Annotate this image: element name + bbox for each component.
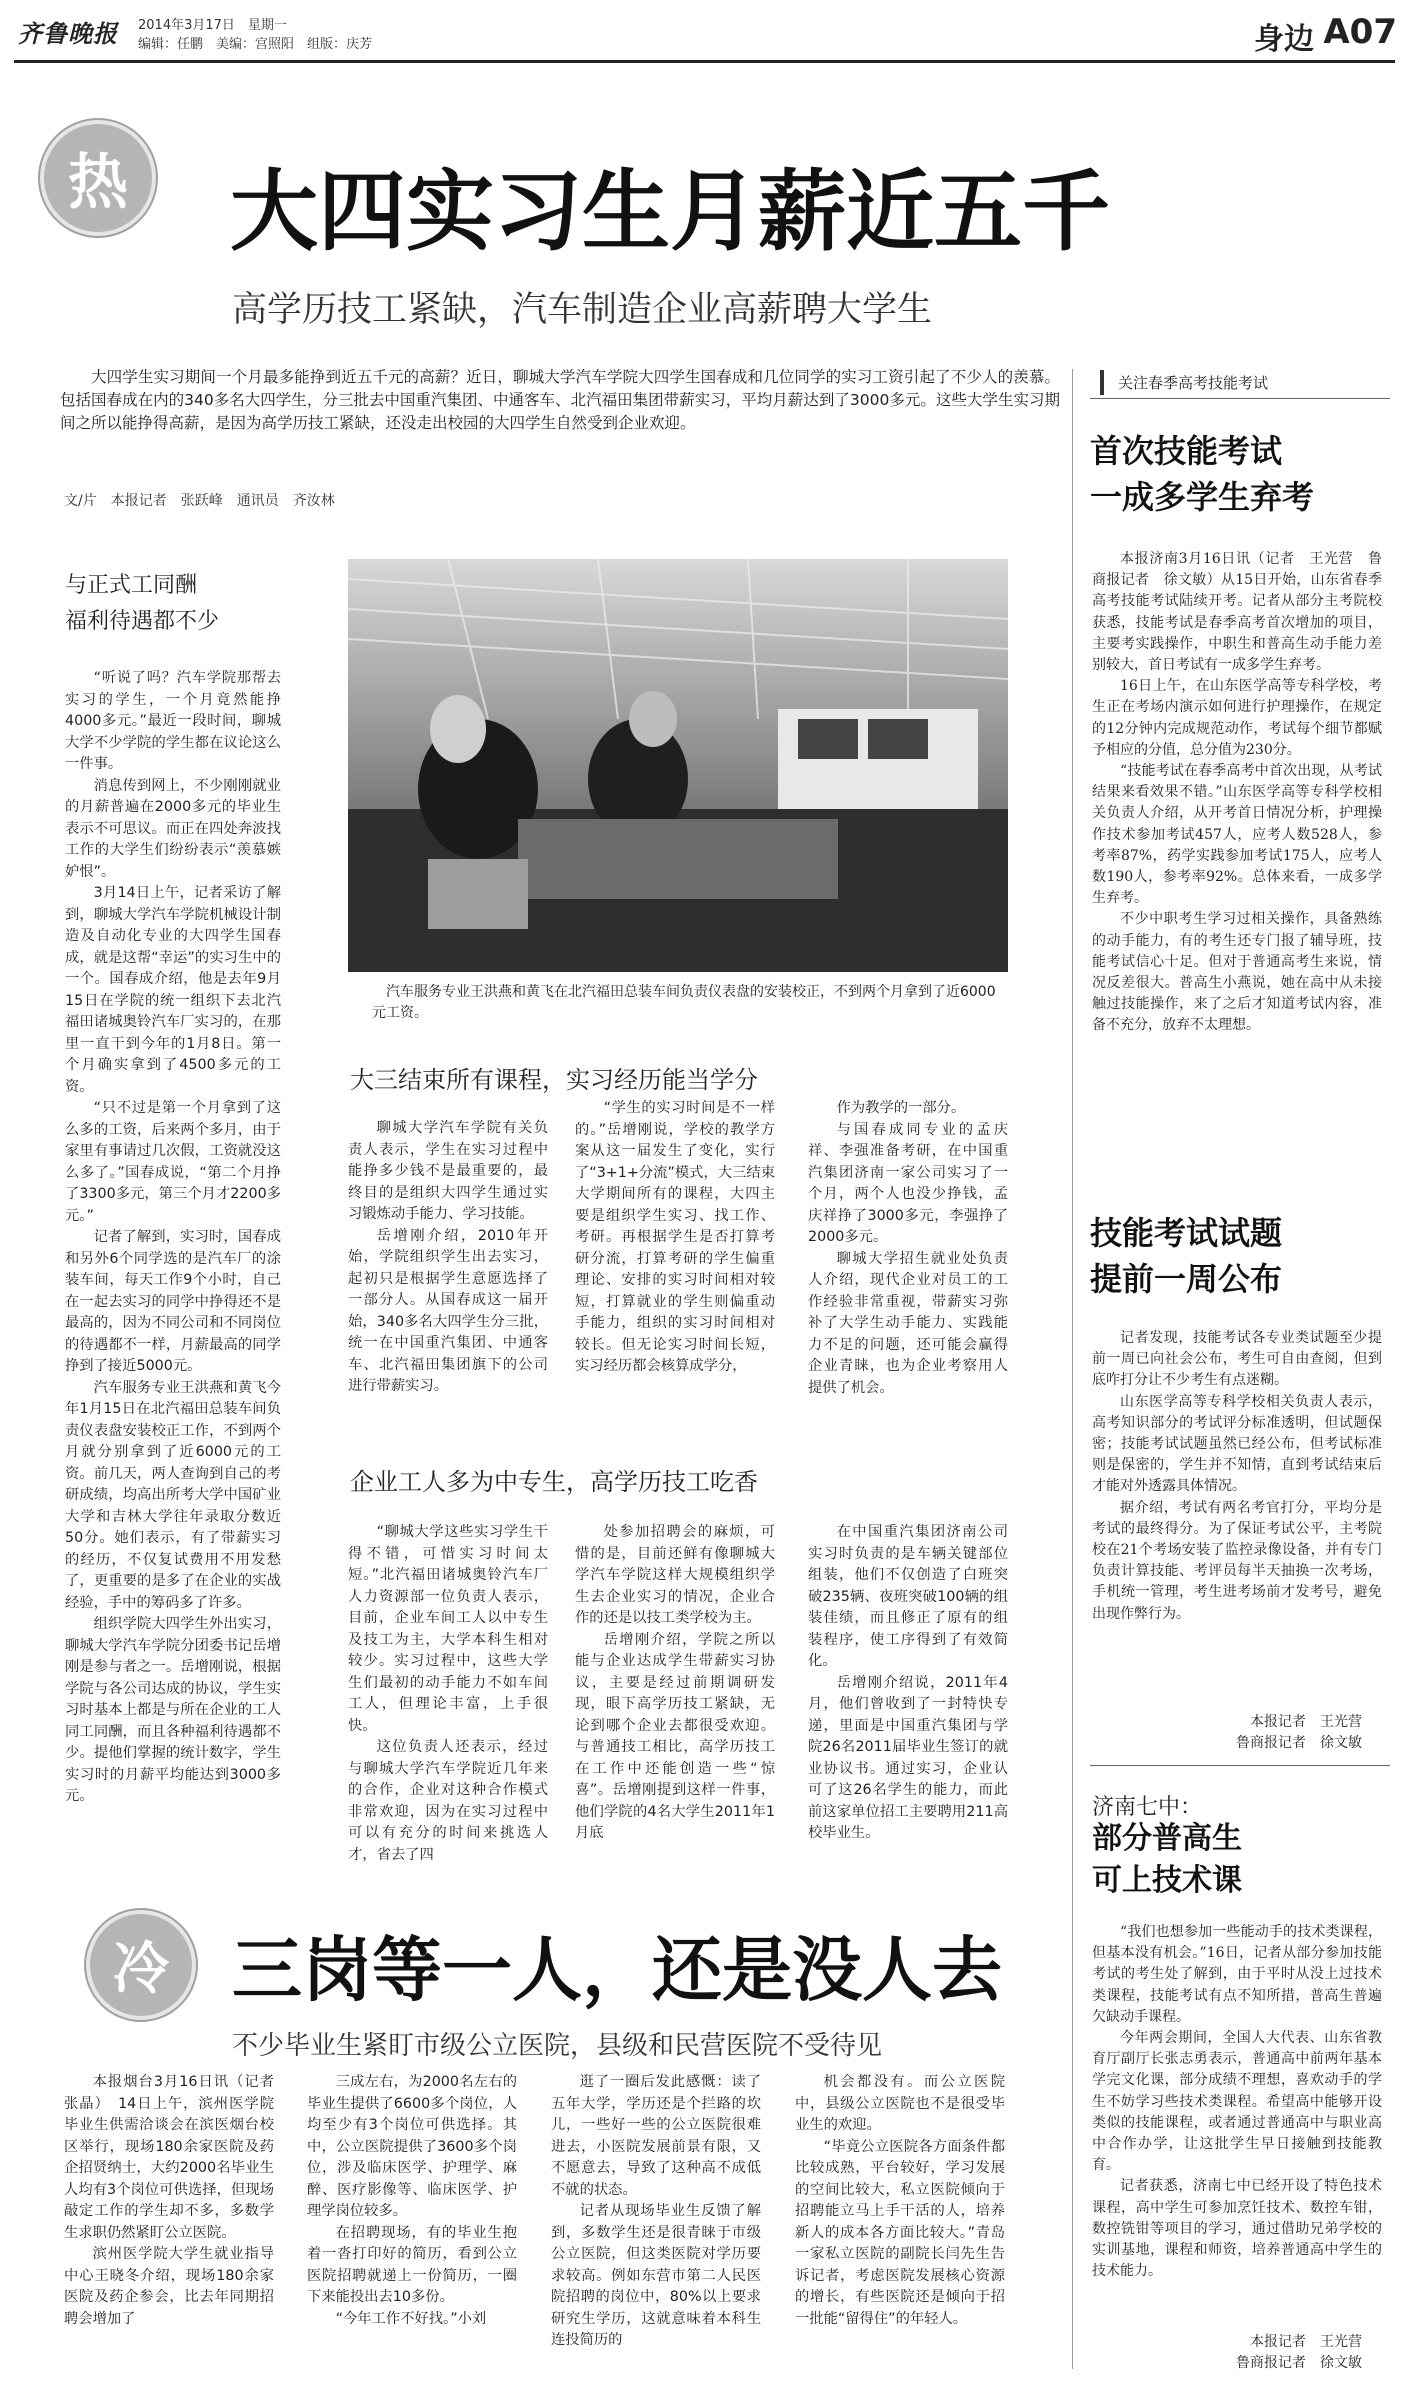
paragraph: 消息传到网上，不少刚刚就业的月薪普遍在2000多元的毕业生表示不可思议。而正在四处奔波找工作的大学生们纷纷表示“羡慕嫉妒恨”。 [65,777,281,880]
side-subhead [65,568,219,640]
mid-subhead-1: 大三结束所有课程，实习经历能当学分 [350,1066,758,1094]
paragraph: “聊城大学这些实习学生干得不错，可惜实习时间太短。”北汽福田诸城奥铃汽车厂人力资源部一位负责人表示，目前，企业车间工人以中专生及技工为主，大学本科生相对较少。实习过程中，这些大学生们最初的动手能力不如车间工人，但理论丰富，上手很快。 [348,1524,548,1734]
paragraph: “今年工作不好找。”小刘 [335,2310,487,2327]
paragraph: 岳增刚介绍，2010年开始，学院组织学生出去实习，起初只是根据学生意愿选择了一部分人。从国春成这一届开始，340多名大四学生分三批，统一在中国重汽集团、中通客车、北汽福田集团旗下的公司进行带薪实习。 [348,1227,548,1394]
sidebar-headline-3 [1092,1818,1242,1902]
credit-line-4: 鲁商报记者 徐文敏 [1236,2355,1362,2371]
sidebar-headline-3-line2: 可上技术课 [1092,1863,1242,1898]
sidebar-headline-1-line2: 一成多学生弃考 [1090,478,1315,516]
header-rule [14,60,1395,63]
paragraph: 记者获悉，济南七中已经开设了特色技术课程，高中学生可参加烹饪技术、数控车钳，数控铣钳等项目的学习，通过借助兄弟学校的实训基地，课程和师资，培养普通高中学生的技术能力。 [1092,2178,1382,2280]
paragraph: “听说了吗？汽车学院那帮去实习的学生，一个月竟然能挣4000多元。”最近一段时间，聊城大学不少学院的学生都在议论这么一件事。 [65,670,281,772]
sidebar-headline-2-line2: 提前一周公布 [1090,1260,1283,1298]
mid1-col-2 [575,1098,775,1420]
paragraph: 处参加招聘会的麻烦，可惜的是，目前还鲜有像聊城大学汽车学院这样大规模组织学生去企业实习的情况，企业合作的还是以技工类学校为主。 [575,1524,775,1626]
paragraph: 滨州医学院大学生就业指导中心王晓冬介绍，现场180余家医院及药企参会，比去年同期招聘会增加了 [64,2246,274,2327]
paragraph: “毕竟公立医院各方面条件都比较成熟，平台较好，学习发展的空间比较大，私立医院倾向于招聘能立马上手干活的人，培养新人的成本各方面比较大。”青岛一家私立医院的副院长闫先生告诉记者，考虑医院发展核心资源的增长，有些医院还是倾向于招一批能“留得住”的年轻人。 [795,2138,1005,2327]
mid2-col-2 [575,1522,775,1898]
paragraph: 本报济南3月16日讯（记者 王光营 鲁商报记者 徐文敏）从15日开始，山东省春季高考技能考试陆续开考。记者从部分主考院校获悉，技能考试是春季高考首次增加的项目，主要考实践操作，中职生和普高生动手能力差别较大，首日考试有一成多学生弃考。 [1092,551,1382,674]
paragraph: 不少中职考生学习过相关操作，具备熟练的动手能力，有的考生还专门报了辅导班，技能考试信心十足。但对于普通高考生来说，情况反差很大。普高生小燕说，她在高中从未接触过技能操作，来了之后才知道考试内容，准备不充分，放弃不太理想。 [1092,911,1382,1034]
paragraph: 16日上午，在山东医学高等专科学校，考生正在考场内演示如何进行护理操作，在规定的12分钟内完成规范动作，考试每个细节都赋予相应的分值，总分值为230分。 [1092,678,1382,758]
byline: 文/片 本报记者 张跃峰 通讯员 齐汝林 [64,493,335,509]
credit-line-2: 鲁商报记者 徐文敏 [1236,1735,1362,1751]
paragraph: 三成左右，为2000名左右的毕业生提供了6600多个岗位，人均至少有3个岗位可供选择。其中，公立医院提供了3600多个岗位，涉及临床医学、护理学、麻醉、医疗影像等、临床医学、护理学岗位较多。 [307,2074,517,2219]
page-number: A07 [1323,12,1397,52]
credit-line-1: 本报记者 王光营 [1250,1714,1362,1730]
sidebar-headline-1-line1: 首次技能考试 [1090,432,1283,470]
paragraph: 岳增刚介绍说，2011年4月，他们曾收到了一封特快专递，里面是中国重汽集团与学院26名2011届毕业生签订的就业协议书。通过实习，企业认可了这26名学生的能力，而此前这家单位招工主要聘用211高校毕业生。 [808,1674,1008,1841]
hot-badge: 热 [40,120,156,236]
sidebar-headline-1 [1090,428,1314,520]
credit-line-3: 本报记者 王光营 [1250,2334,1362,2350]
sidebar-story-3-text [1092,1922,1382,2332]
sidebar-story-3-credit [1092,2332,1382,2374]
sidebar-headline-3-line1: 部分普高生 [1092,1821,1242,1856]
paragraph: 记者发现，技能考试各专业类试题至少提前一周已向社会公布，考生可自由查阅，但到底咋打分让不少考生有点迷糊。 [1092,1330,1382,1389]
paragraph: 在招聘现场，有的毕业生抱着一沓打印好的简历，看到公立医院招聘就递上一份简历，一圈下来能投出去10多份。 [307,2224,517,2305]
sidebar-story-2-text [1092,1328,1382,1710]
sidebar-story-2-credit [1092,1712,1382,1754]
paragraph: 岳增刚介绍，学院之所以能与企业达成学生带薪实习协议，主要是经过前期调研发现，眼下高学历技工紧缺，无论到哪个企业去都很受欢迎。与普通技工相比，高学历技工在工作中还能创造一些“惊喜”。岳增刚提到这样一件事，他们学院的4名大学生2011年1月底 [575,1631,775,1841]
sidebar-topic-tag: 关注春季高考技能考试 [1100,370,1282,395]
tag-rule [1090,398,1390,399]
lead-paragraph: 大四学生实习期间一个月最多能挣到近五千元的高薪？近日，聊城大学汽车学院大四学生国春成和几位同学的实习工资引起了不少人的羡慕。包括国春成在内的340多名大四学生，分三批去中国重汽集团、中通客车、北汽福田集团带薪实习，平均月薪达到了3000多元。这些大学生实习期间之所以能挣得高薪，是因为高学历技工紧缺，还没走出校园的大四学生自然受到企业欢迎。 [60,368,1060,432]
paragraph: 据介绍，考试有两名考官打分，平均分是考试的最终得分。为了保证考试公平，主考院校在21个考场安装了监控录像设备，并有专门负责计算技能、考评员每半天抽换一次考场，手机统一管理，考生进考场前才发考号，避免出现作弊行为。 [1092,1499,1382,1622]
section-name: 身边 [1254,22,1314,57]
issue-date: 2014年3月17日 星期一 [138,18,287,33]
paragraph: “只不过是第一个月拿到了这么多的工资，后来两个多月，由于家里有事请过几次假，工资就没这么多了。”国春成说，“第二个月挣了3300多元，第三个月才2200多元。” [65,1100,281,1224]
paragraph: 聊城大学招生就业处负责人介绍，现代企业对员工的工作经验非常重视，带薪实习弥补了大学生动手能力、实践能力不足的问题，还可能会赢得企业青睐，也为企业考察用人提供了机会。 [808,1250,1008,1396]
main-headline: 大四实习生月薪近五千 [230,160,1111,263]
mid2-col-3 [808,1522,1008,1898]
paragraph: 记者从现场毕业生反馈了解到，多数学生还是很青睐于市级公立医院，但这类医院对学历要求较高。例如东营市第二人民医院招聘的岗位中，80%以上要求研究生学历，这就意味着本科生连投简历的 [551,2203,761,2348]
photo-caption: 汽车服务专业王洪燕和黄飞在北汽福田总装车间负责仪表盘的安装校正，不到两个月拿到了近6000元工资。 [372,984,996,1021]
paragraph: 3月14日上午，记者采访了解到，聊城大学汽车学院机械设计制造及自动化专业的大四学生国春成，就是这帮“幸运”的实习生中的一个。国春成介绍，他是去年9月15日在学院的统一组织下去北汽福田诸城奥铃汽车厂实习的，在那里一直干到今年的1月8日。第一个月确实拿到了4500多元的工资。 [65,885,281,1095]
cold-col-2 [307,2072,517,2372]
main-subhead: 高学历技工紧缺，汽车制造企业高薪聘大学生 [232,290,933,330]
sidebar-headline-2 [1090,1210,1282,1302]
mid-subhead-2: 企业工人多为中专生，高学历技工吃香 [350,1468,758,1496]
sidebar-story-3-label: 济南七中： [1092,1795,1203,1820]
paragraph: “技能考试在春季高考中首次出现，从考试结果来看效果不错。”山东医学高等专科学校相关负责人介绍，从开考首日情况分析，护理操作技术参加考试457人，应考人数528人，参考率87%，药学实践参加考试175人，应考人数190人，参考率92%。总体来看，一成多学生弃考。 [1092,763,1382,907]
mid2-col-1 [348,1522,548,1898]
mid1-col-3 [808,1098,1008,1420]
masthead-logo: 齐鲁晚报 [18,19,118,48]
cold-col-4 [795,2072,1005,2372]
mid1-col-1 [348,1118,548,1420]
sidebar-story-1-text [1092,549,1382,1121]
sidebar-headline-2-line1: 技能考试试题 [1090,1214,1283,1252]
paragraph: 在中国重汽集团济南公司实习时负责的是车辆关键部位组装，他们不仅创造了白班突破235辆、夜班突破100辆的组装佳绩，而且修正了原有的组装程序，使工序得到了有效简化。 [808,1524,1008,1669]
cold-badge: 冷 [86,1910,196,2020]
paragraph: 机会都没有。而公立医院中，县级公立医院也不是很受毕业生的欢迎。 [795,2074,1005,2133]
paragraph: 作为教学的一部分。 [836,1100,966,1116]
factory-photo-illustration [348,559,1008,972]
factory-photo [348,559,1008,972]
paragraph: “我们也想参加一些能动手的技术类课程，但基本没有机会。”16日，记者从部分参加技能考试的考生处了解到，由于平时从没上过技术类课程，技能考试有点不知所措，普高生普遍欠缺动手课程。 [1092,1924,1382,2025]
sidebar-divider [1072,369,1073,2369]
cold-col-3 [551,2072,761,2372]
cold-col-1 [64,2072,289,2372]
editor-credits: 编辑：任鹏 美编：宫照阳 组版：庆芳 [138,37,373,52]
left-column-text [65,668,281,1890]
paragraph: 山东医学高等专科学校相关负责人表示，高考知识部分的考试评分标准透明，但试题保密；技能考试试题虽然已经公布，但考试标准则是保密的，学生并不知情，直到考试结束后才能对外透露具体情况。 [1092,1393,1382,1495]
side-subhead-line1: 与正式工同酬 [65,573,198,598]
paragraph: 本报烟台3月16日讯（记者 张晶） 14日上午，滨州医学院毕业生供需洽谈会在滨医烟台校区举行，现场180余家医院及药企招贤纳士，大约2000名毕业生人均有3个岗位可供选择，但现场敲定工作的学生却不多，多数学生求职仍然紧盯公立医院。 [64,2074,289,2241]
paragraph: 记者了解到，实习时，国春成和另外6个同学选的是汽车厂的涂装车间，每天工作9个小时，自己在一起去实习的同学中挣得还不是最高的，因为不同公司和不同岗位的待遇都不一样，月薪最高的同学挣到了接近5000元。 [65,1229,281,1374]
sidebar-rule-2 [1090,1765,1390,1766]
paragraph: 与国春成同专业的孟庆祥、李强准备考研，在中国重汽集团济南一家公司实习了一个月，两个人也没少挣钱，孟庆祥挣了3000多元，李强挣了2000多元。 [808,1121,1008,1245]
paragraph: “学生的实习时间是不一样的。”岳增刚说，学校的教学方案从这一届发生了变化，实行了“3+1+分流”模式，大三结束大学期间所有的课程，大四主要是组织学生实习、找工作、考研。再根据学生是否打算考研分流，打算考研的学生偏重理论、安排的实习时间相对较短，打算就业的学生则偏重动手能力，组织的实习时间相对较长。但无论实习时间长短，实习经历都会核算成学分， [575,1100,775,1374]
paragraph: 这位负责人还表示，经过与聊城大学汽车学院近几年来的合作，企业对这种合作模式非常欢迎，因为在实习过程中可以有充分的时间来挑选人才，省去了四 [348,1739,548,1863]
cold-headline: 三岗等一人，还是没人去 [232,1929,1002,2011]
paragraph: 今年两会期间，全国人大代表、山东省教育厅副厅长张志勇表示，普通高中前两年基本学完文化课，部分成绩不理想，喜欢动手的学生不妨学习些技术类课程。希望高中能够开设类似的技能课程，或者通过普通高中与职业高中合作办学，让这批学生早日接触到技能教育。 [1092,2030,1382,2174]
paragraph: 组织学院大四学生外出实习，聊城大学汽车学院分团委书记岳增刚是参与者之一。岳增刚说，根据学院与各公司达成的协议，学生实习时基本上都是与所在企业的工人同工同酬，而且各种福利待遇都不少。提他们掌握的统计数字，学生实习时的月薪平均能达到3000多元。 [65,1616,281,1804]
paragraph: 聊城大学汽车学院有关负责人表示，学生在实习过程中能挣多少钱不是最重要的，最终目的是组织大四学生通过实习锻炼动手能力、学习技能。 [348,1120,548,1222]
side-subhead-line2: 福利待遇都不少 [65,609,220,634]
paragraph: 逛了一圈后发此感慨：读了五年大学，学历还是个拦路的坎儿，一些好一些的公立医院很难进去，小医院发展前景有限，又不愿意去，导致了这种高不成低不就的状态。 [551,2074,761,2198]
cold-subhead: 不少毕业生紧盯市级公立医院，县级和民营医院不受待见 [232,2031,883,2061]
paragraph: 汽车服务专业王洪燕和黄飞今年1月15日在北汽福田总装车间负责仪表盘安装校正工作，不到两个月就分别拿到了近6000元的工资。前几天，两人查询到自己的考研成绩，均高出所考大学中国矿业大学和吉林大学往年录取分数近50分。她们表示，有了带薪实习的经历，不仅复试费用不用发愁了，更重要的是多了在企业的实战经验，手中的筹码多了许多。 [65,1379,281,1611]
